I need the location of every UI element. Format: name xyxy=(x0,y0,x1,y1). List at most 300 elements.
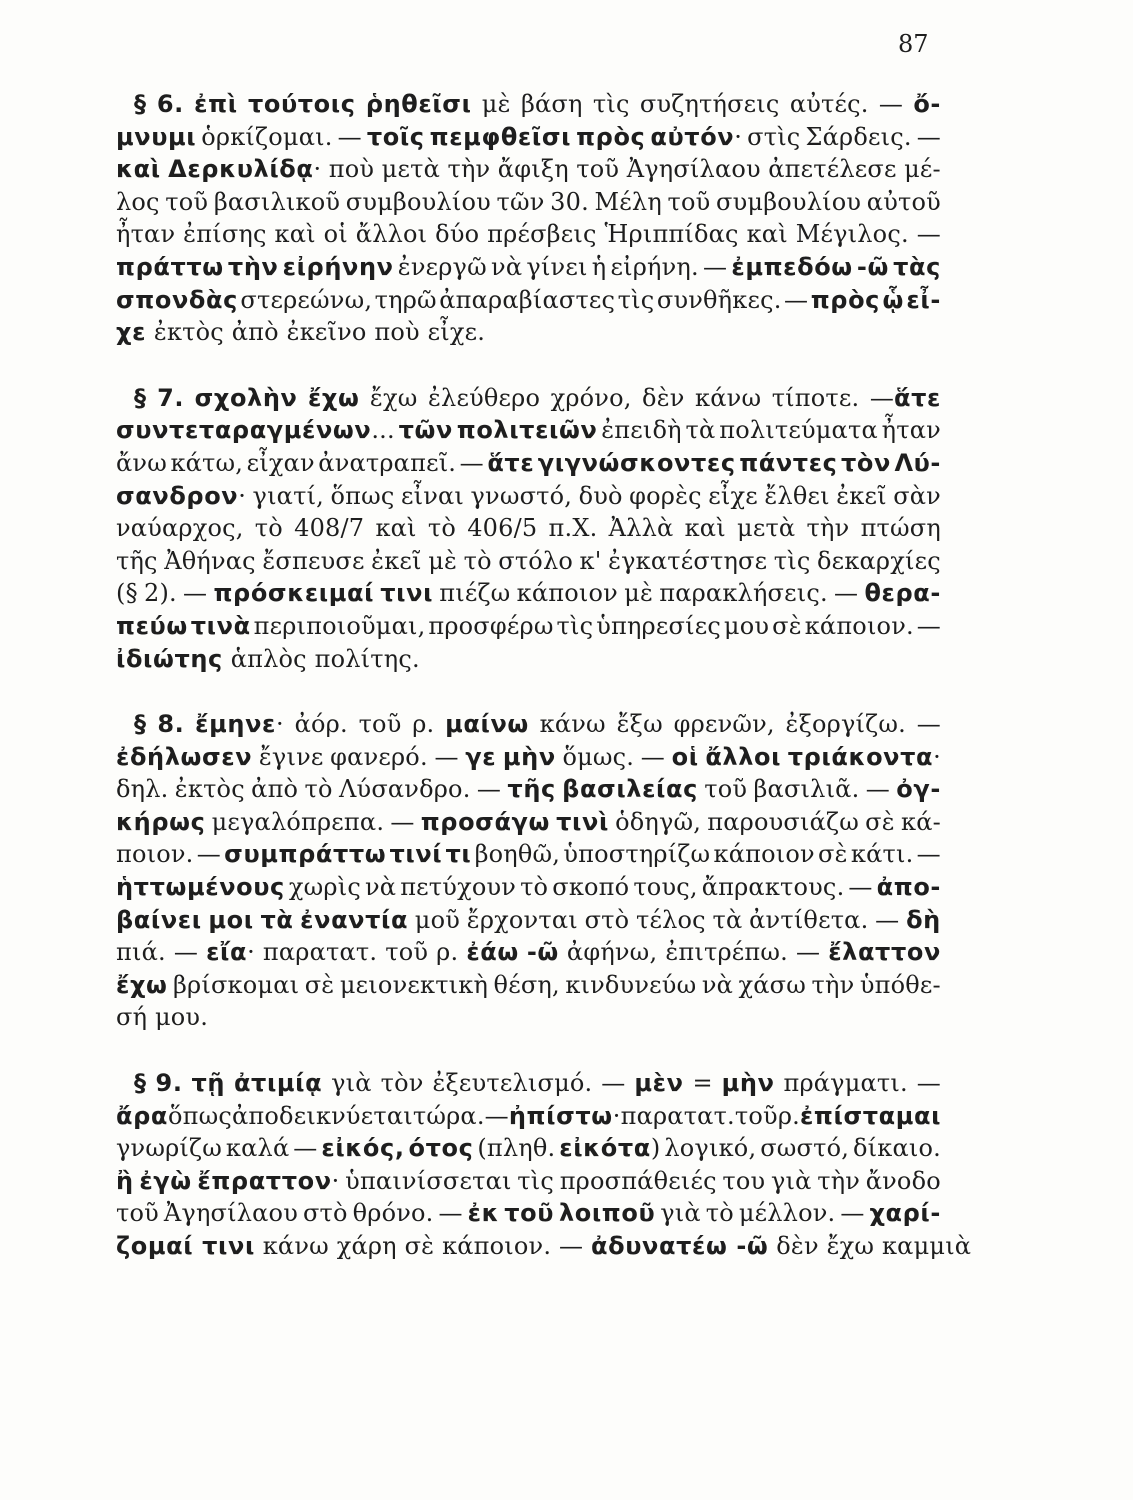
word-group xyxy=(213,577,374,610)
word-group xyxy=(295,708,348,741)
text-line xyxy=(116,871,941,904)
text-run: καὶ xyxy=(684,514,726,543)
text-run: χωρὶς xyxy=(288,873,361,902)
bold-term: ἐμπεδόω xyxy=(731,252,853,281)
word-group xyxy=(439,284,615,317)
text-run: τὶς xyxy=(617,285,655,314)
word-group xyxy=(507,773,555,806)
text-run: μὲ xyxy=(428,546,458,575)
text-run: κάποιον xyxy=(516,579,618,608)
word-group xyxy=(749,904,868,937)
word-group xyxy=(470,480,572,513)
word-group xyxy=(640,88,780,121)
word-group xyxy=(491,251,522,284)
bold-term: προσάγω xyxy=(420,807,550,836)
text-run: μειονεκτικὴ xyxy=(339,970,489,999)
word-group xyxy=(494,969,560,1002)
word-group xyxy=(695,382,761,415)
word-group xyxy=(412,708,434,741)
text-run: κάποιον. xyxy=(804,611,914,640)
text-run: μου xyxy=(723,611,770,640)
text-run: Ἡριππίδας xyxy=(604,220,739,249)
word-group xyxy=(580,545,602,578)
text-run: — xyxy=(916,611,941,640)
word-group xyxy=(917,610,941,643)
word-group xyxy=(703,251,727,284)
word-group xyxy=(144,577,177,610)
word-group xyxy=(659,577,828,610)
text-run: — xyxy=(390,807,415,836)
bold-term: ἀτιμίᾳ xyxy=(233,1069,323,1098)
word-group xyxy=(308,382,360,415)
bold-term: πάντες xyxy=(739,448,838,477)
text-run: τὸ xyxy=(254,514,283,543)
text-run: τὰ xyxy=(712,905,743,934)
text-run: ναύαρχος, xyxy=(116,514,244,543)
text-run: τὸ xyxy=(705,1199,734,1228)
bold-term: 6. xyxy=(156,90,184,118)
text-line xyxy=(116,1100,941,1133)
word-group xyxy=(917,218,941,251)
text-run: — xyxy=(916,220,941,249)
text-run: ἐγκατέστησε xyxy=(608,546,768,575)
word-group xyxy=(116,218,175,251)
text-run: ὅπως xyxy=(167,1101,233,1130)
word-group xyxy=(731,251,852,284)
text-run: λος xyxy=(116,187,160,216)
bold-term: βαίνει xyxy=(116,905,202,934)
text-run: — xyxy=(916,710,941,739)
word-group xyxy=(836,480,887,513)
word-group xyxy=(435,218,479,251)
bold-term: τι xyxy=(445,840,472,869)
word-group xyxy=(371,545,422,578)
text-run: δηλ. xyxy=(116,775,169,804)
bold-term: § xyxy=(134,383,147,412)
text-line xyxy=(116,218,941,251)
text-run: τὸ xyxy=(463,546,492,575)
word-group xyxy=(401,480,464,513)
word-group xyxy=(796,936,820,969)
word-group xyxy=(253,480,324,513)
word-group xyxy=(818,838,848,871)
word-group xyxy=(707,806,859,839)
bold-term: πρόσκειμαί xyxy=(213,579,375,608)
text-run: σὲ xyxy=(304,970,335,999)
text-run: τὸν xyxy=(380,1069,424,1098)
text-run: σκοπό xyxy=(552,873,630,902)
word-group xyxy=(139,1165,191,1198)
word-group xyxy=(254,610,426,643)
text-run: κά- xyxy=(901,807,941,836)
text-run: ἄνοδο xyxy=(865,1166,941,1195)
word-group xyxy=(382,153,440,186)
word-group xyxy=(477,773,501,806)
word-group xyxy=(601,414,682,447)
text-line xyxy=(116,838,941,871)
text-run: φορὲς xyxy=(629,481,702,510)
word-group xyxy=(201,121,332,154)
text-run: παρακλήσεις. xyxy=(659,579,828,608)
word-group xyxy=(860,969,941,1002)
word-group xyxy=(861,512,941,545)
text-run: βασιλιᾶ. xyxy=(753,775,860,804)
text-run: — xyxy=(916,122,941,151)
text-run: δεκαρχίες xyxy=(817,546,941,575)
text-run: ἄπρακτους. xyxy=(701,873,845,902)
word-group xyxy=(116,480,246,513)
word-group xyxy=(400,871,516,904)
word-group xyxy=(764,480,829,513)
word-group xyxy=(526,251,587,284)
text-run: νὰ xyxy=(701,970,734,999)
bold-term: § xyxy=(134,1069,147,1098)
word-group xyxy=(399,414,453,447)
text-run: · xyxy=(313,155,322,184)
bold-term: μὴν xyxy=(721,1069,775,1098)
word-group xyxy=(430,121,571,154)
text-run: ἄλλοι xyxy=(355,220,428,249)
bold-term: ἐναντία xyxy=(300,905,409,934)
bold-term: ότος xyxy=(408,1134,474,1163)
text-run: παρατατ. xyxy=(262,938,378,967)
paragraph xyxy=(116,708,941,1034)
word-group xyxy=(191,610,251,643)
text-run: · xyxy=(247,938,255,967)
word-group xyxy=(579,480,623,513)
word-group xyxy=(366,88,472,121)
text-run: Μέγιλος. xyxy=(795,220,909,249)
word-group xyxy=(834,577,858,610)
word-group xyxy=(917,708,941,741)
word-group xyxy=(894,447,941,480)
text-run: ὁδηγῶ, xyxy=(615,807,702,836)
word-group xyxy=(156,1067,183,1100)
text-line xyxy=(116,577,941,610)
text-run: — xyxy=(601,1069,626,1098)
text-run: στὶς xyxy=(747,122,801,151)
word-group xyxy=(168,153,321,186)
text-run: ἐπίσης xyxy=(183,220,267,249)
paragraph-gap xyxy=(116,675,941,708)
bold-term: ἢ xyxy=(116,1166,134,1195)
text-run: τὸ xyxy=(304,775,333,804)
word-group xyxy=(747,218,788,251)
bold-term: εἴα xyxy=(206,938,248,967)
word-group xyxy=(116,121,196,154)
text-run: κάνω χάρη σὲ κάποιον. — xyxy=(254,1232,592,1260)
word-group xyxy=(116,806,205,839)
word-group xyxy=(657,284,782,317)
text-run: συμβουλίου xyxy=(716,187,862,216)
word-group xyxy=(739,1197,836,1230)
word-group xyxy=(737,512,795,545)
word-group xyxy=(116,545,158,578)
text-run: ) xyxy=(650,1134,661,1163)
text-run: γιὰ xyxy=(331,1069,372,1098)
bold-term: ἀπο- xyxy=(876,873,941,902)
text-run: σὰν xyxy=(893,481,941,510)
word-group xyxy=(633,871,697,904)
text-line xyxy=(116,447,941,480)
text-run: γιὰ xyxy=(660,1199,701,1228)
text-run: πολιτεύματα xyxy=(719,416,878,445)
bold-term: 7. xyxy=(157,383,185,412)
text-run: μετὰ xyxy=(737,514,796,543)
word-group xyxy=(275,218,316,251)
word-group xyxy=(611,251,699,284)
word-group xyxy=(828,936,941,969)
bold-term: χε xyxy=(116,318,147,347)
word-group xyxy=(353,1197,434,1230)
word-group xyxy=(330,480,394,513)
text-run: ὑπηρεσίες xyxy=(596,611,721,640)
bold-term: ὀγ- xyxy=(896,775,941,804)
word-group xyxy=(706,1197,734,1230)
word-group xyxy=(331,1067,372,1100)
word-group xyxy=(428,382,540,415)
word-group xyxy=(247,447,315,480)
word-group xyxy=(504,1197,554,1230)
word-group xyxy=(381,1067,424,1100)
word-group xyxy=(901,806,941,839)
word-group xyxy=(259,741,324,774)
word-group xyxy=(540,708,606,741)
word-group xyxy=(576,153,619,186)
word-group xyxy=(913,88,941,121)
bold-term: ἐγὼ xyxy=(139,1166,192,1195)
text-run: τοῦ xyxy=(358,710,402,739)
word-group xyxy=(906,904,941,937)
bold-term: τῇ xyxy=(191,1069,226,1098)
word-group xyxy=(487,218,596,251)
word-group xyxy=(197,1165,339,1198)
bold-term: ἐπίσταμαι xyxy=(799,1101,942,1130)
word-group xyxy=(234,1067,322,1100)
bold-term: ζομαί τινι xyxy=(116,1232,255,1260)
bold-term: τούτοις xyxy=(247,90,356,118)
word-group xyxy=(565,969,696,1002)
word-group xyxy=(183,218,266,251)
word-group xyxy=(686,414,716,447)
text-run: ἄφιξη xyxy=(497,155,569,184)
text-run: δὲν xyxy=(642,383,685,412)
word-group xyxy=(390,806,414,839)
word-group xyxy=(716,186,861,219)
text-run: — xyxy=(916,1069,941,1098)
word-group xyxy=(538,447,736,480)
word-group xyxy=(562,773,698,806)
text-run: — xyxy=(196,840,221,869)
word-group xyxy=(467,904,578,937)
text-run: — xyxy=(476,775,502,804)
text-run: Ἀλλὰ xyxy=(608,514,674,543)
word-group xyxy=(421,806,550,839)
text-run: ὁρκίζομαι. xyxy=(201,122,333,151)
text-run: καὶ xyxy=(375,514,417,543)
text-run: — xyxy=(703,252,728,281)
word-group xyxy=(557,610,594,643)
bold-term: τὴν xyxy=(227,252,279,281)
text-run: νὰ xyxy=(364,873,397,902)
bold-term: τινί xyxy=(389,840,443,869)
word-group xyxy=(197,838,221,871)
bold-term: Λύ- xyxy=(894,448,941,477)
word-group xyxy=(174,936,198,969)
bold-term: εἶ- xyxy=(906,285,941,314)
word-group xyxy=(116,773,168,806)
text-run: συμβουλίου xyxy=(345,187,491,216)
word-group xyxy=(359,708,402,741)
text-run: τοῦ xyxy=(667,187,711,216)
text-run: ἐπειδὴ xyxy=(601,416,682,445)
text-run: σὲ xyxy=(818,840,848,869)
paragraph-gap xyxy=(116,349,941,382)
word-group xyxy=(805,610,914,643)
word-group xyxy=(517,577,618,610)
word-group xyxy=(702,871,845,904)
text-run: ἐνεργῶ xyxy=(397,252,487,281)
text-line xyxy=(116,936,941,969)
word-group xyxy=(790,88,869,121)
bold-term: αὐτόν xyxy=(650,122,735,151)
text-run: μέ- xyxy=(904,155,941,184)
bold-term: -ῶ xyxy=(526,938,559,967)
text-run: σή μου. xyxy=(116,1003,209,1032)
bold-term: σχολὴν xyxy=(194,383,298,412)
word-group xyxy=(116,447,167,480)
text-run: τώρα. xyxy=(412,1101,485,1130)
bold-term: τὸν xyxy=(841,448,891,477)
word-group xyxy=(477,1132,555,1165)
text-run: στερεώνω, xyxy=(240,285,373,314)
word-group xyxy=(509,1100,621,1133)
word-group xyxy=(116,414,395,447)
text-run: τὶς xyxy=(592,90,630,118)
word-group xyxy=(191,1067,225,1100)
word-group xyxy=(305,969,335,1002)
word-group xyxy=(398,251,487,284)
bold-term: πράττω xyxy=(116,252,224,281)
text-run: ἐκτὸς xyxy=(174,775,245,804)
word-group xyxy=(853,1132,941,1165)
text-run: ἐκεῖ xyxy=(836,481,887,510)
text-run: ρ. xyxy=(412,710,435,739)
text-run: τοῦ xyxy=(116,1199,159,1228)
text-run: βρίσκομαι xyxy=(172,970,300,999)
text-run: ἐξοργίζω. xyxy=(785,710,906,739)
word-group xyxy=(338,121,362,154)
word-group xyxy=(157,708,184,741)
text-run: ὅπως xyxy=(330,481,395,510)
commentary-text xyxy=(116,88,972,1263)
word-group xyxy=(445,708,529,741)
word-group xyxy=(556,806,609,839)
text-run: κινδυνεύω xyxy=(565,970,697,999)
text-run: κάνω xyxy=(695,383,762,412)
text-run: ἔξω xyxy=(616,710,663,739)
word-group xyxy=(294,512,364,545)
word-group xyxy=(559,1197,655,1230)
word-group xyxy=(596,610,721,643)
page-number: 87 xyxy=(898,30,929,58)
word-group xyxy=(817,545,941,578)
bold-term: ὄ- xyxy=(913,90,941,118)
word-group xyxy=(475,838,561,871)
bold-term: οἱ xyxy=(671,742,699,771)
text-run: τῆς xyxy=(116,546,158,575)
bold-term: ἀδυνατέω -ῶ xyxy=(591,1232,769,1260)
text-run: ὑπαινίσσεται xyxy=(345,1166,512,1195)
word-group xyxy=(552,871,629,904)
text-run: γίνει xyxy=(526,252,588,281)
word-group xyxy=(857,251,889,284)
word-group xyxy=(464,545,492,578)
word-group xyxy=(367,121,425,154)
word-group xyxy=(321,1132,404,1165)
word-group xyxy=(593,88,630,121)
word-group xyxy=(289,871,361,904)
text-run: ρ. xyxy=(777,1101,800,1130)
word-group xyxy=(116,969,168,1002)
word-group xyxy=(164,545,256,578)
text-run: — xyxy=(173,938,199,967)
word-group xyxy=(340,969,488,1002)
word-group xyxy=(660,1197,701,1230)
bold-term: ἔπραττον xyxy=(197,1166,332,1195)
word-group xyxy=(330,741,428,774)
word-group xyxy=(771,1165,812,1198)
word-group xyxy=(624,577,653,610)
word-group xyxy=(116,512,244,545)
text-run: τὴν xyxy=(811,970,855,999)
word-group xyxy=(457,414,598,447)
word-group xyxy=(917,121,941,154)
word-group xyxy=(772,610,802,643)
paragraph xyxy=(116,382,941,675)
word-group xyxy=(664,1132,756,1165)
text-run: δυὸ xyxy=(578,481,623,510)
word-group xyxy=(882,414,941,447)
word-group xyxy=(134,708,147,741)
word-group xyxy=(560,1165,717,1198)
text-run: Σάρδεις. xyxy=(805,122,912,151)
text-run: — xyxy=(878,90,904,118)
text-run: πράγματι. xyxy=(783,1069,908,1098)
text-run: θέση, xyxy=(493,970,560,999)
text-line xyxy=(116,414,941,447)
text-line xyxy=(116,708,941,741)
word-group xyxy=(485,1100,509,1133)
text-run: 406/5 xyxy=(467,514,538,543)
word-group xyxy=(650,121,742,154)
text-line xyxy=(116,1165,941,1198)
text-run: — xyxy=(865,775,890,804)
word-group xyxy=(116,1165,134,1198)
text-run: κάτω, xyxy=(170,448,244,477)
word-group xyxy=(116,1132,222,1165)
word-group xyxy=(551,382,632,415)
text-line xyxy=(116,545,941,578)
word-group xyxy=(778,1100,800,1133)
word-group xyxy=(877,871,941,904)
word-group xyxy=(869,1197,940,1230)
text-run: — xyxy=(875,905,900,934)
text-run: ἐκτὸς ἀπὸ ἐκεῖνο ποὺ εἶχε. xyxy=(146,318,486,347)
word-group xyxy=(175,773,245,806)
word-group xyxy=(194,88,238,121)
word-group xyxy=(800,1100,941,1133)
